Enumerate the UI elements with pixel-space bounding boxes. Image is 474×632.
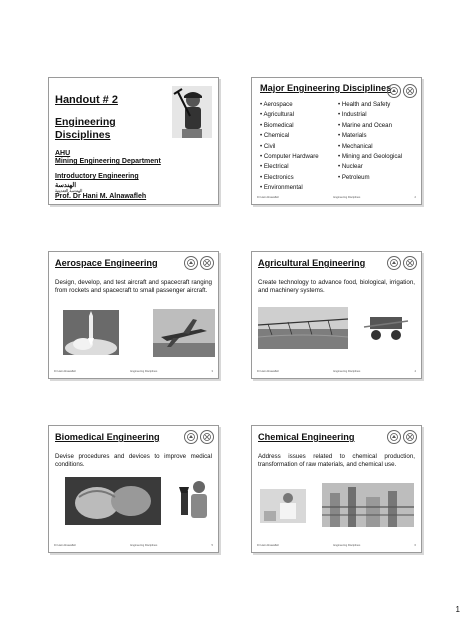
list-item: • Nuclear — [338, 163, 363, 171]
disciplines-list-right — [338, 100, 402, 183]
author-label: Prof. Dr Hani M. Alnawafleh — [55, 193, 147, 200]
list-item: • Electrical — [260, 163, 289, 171]
slide-footer — [257, 370, 416, 373]
slide-description: Address issues related to chemical production, transformation of raw materials, and chemical use. — [258, 453, 415, 468]
lab-scientist-image — [260, 489, 306, 523]
org-label: AHU — [55, 150, 71, 157]
department-seal-icon — [403, 256, 417, 270]
footer-author: Dr Hani Alnawafleh — [54, 370, 77, 373]
department-seal-icon — [403, 84, 417, 98]
list-item: • Agricultural — [260, 111, 294, 119]
footer-title: Engineering Disciplines — [130, 544, 158, 547]
list-item: • Health and Safety — [338, 101, 391, 108]
list-item: • Mining and Geological — [338, 153, 403, 161]
chemical-plant-image — [322, 483, 414, 527]
slide-footer — [257, 544, 416, 547]
list-item: • Materials — [338, 132, 367, 140]
slide-footer — [257, 196, 416, 199]
department-seal-icon — [200, 256, 214, 270]
slide-description: Devise procedures and devices to improve medical conditions. — [55, 453, 212, 468]
arabic-sub-label: الهندسة التعدينية — [55, 188, 83, 193]
list-item: • Chemical — [260, 132, 290, 140]
footer-number: 5 — [211, 544, 213, 547]
footer-title: Engineering Disciplines — [333, 196, 361, 199]
footer-author: Dr Hani Alnawafleh — [257, 370, 280, 373]
list-item: • Biomedical — [260, 121, 294, 129]
university-seal-icon — [387, 84, 401, 98]
list-item: • Aerospace — [260, 101, 293, 108]
list-item: • Civil — [260, 142, 276, 150]
list-item: • Petroleum — [338, 173, 370, 181]
slide-aerospace — [48, 251, 219, 379]
slide-footer — [54, 544, 213, 547]
list-item: • Environmental — [260, 184, 303, 192]
footer-author: Dr Hani Alnawafleh — [54, 544, 77, 547]
aircraft-image — [153, 309, 215, 357]
list-item: • Electronics — [260, 173, 294, 181]
university-seal-icon — [184, 430, 198, 444]
course-label: Introductory Engineering — [55, 173, 139, 180]
department-seal-icon — [200, 430, 214, 444]
footer-title: Engineering Disciplines — [130, 370, 158, 373]
title-line-1: Engineering — [55, 116, 116, 128]
slide-title: Chemical Engineering — [258, 432, 355, 442]
page-number: 1 — [455, 605, 460, 614]
disciplines-list-left — [260, 100, 319, 194]
footer-number: 2 — [414, 196, 416, 199]
footer-number: 6 — [414, 544, 416, 547]
prosthetic-hand-image — [65, 477, 161, 525]
slide-title: Agricultural Engineering — [258, 258, 366, 268]
list-item: • Marine and Ocean — [338, 121, 392, 129]
slide-title: Major Engineering Disciplines — [260, 83, 392, 93]
bionic-arm-person-image — [177, 477, 213, 529]
slide-chemical — [251, 425, 422, 553]
slide-biomedical — [48, 425, 219, 553]
footer-number: 4 — [414, 370, 416, 373]
department-seal-icon — [403, 430, 417, 444]
arabic-label: الهندسة — [55, 182, 77, 189]
slide-agricultural — [251, 251, 422, 379]
slide-description: Create technology to advance food, biological, irrigation, and machinery systems. — [258, 279, 415, 294]
slide-title: Biomedical Engineering — [55, 432, 160, 442]
rocket-launch-image — [63, 310, 119, 355]
slide-footer — [54, 370, 213, 373]
university-seal-icon — [184, 256, 198, 270]
title-line-2: Disciplines — [55, 129, 111, 141]
footer-author: Dr Hani Alnawafleh — [257, 544, 280, 547]
footer-title: Engineering Disciplines — [333, 544, 361, 547]
agricultural-machine-image — [360, 307, 412, 349]
footer-title: Engineering Disciplines — [333, 370, 361, 373]
department-label: Mining Engineering Department — [55, 158, 161, 165]
footer-number: 3 — [211, 370, 213, 373]
list-item: • Industrial — [338, 111, 367, 119]
slide-title — [48, 77, 219, 205]
irrigation-field-image — [258, 307, 348, 349]
slide-title: Aerospace Engineering — [55, 258, 158, 268]
slide-description: Design, develop, and test aircraft and spacecraft ranging from rockets and spacecraft to small passenger aircraft. — [55, 279, 212, 294]
handout-label: Handout # 2 — [55, 94, 118, 106]
university-seal-icon — [387, 256, 401, 270]
slide-major-disciplines — [251, 77, 422, 205]
footer-author: Dr Hani Alnawafleh — [257, 196, 280, 199]
university-seal-icon — [387, 430, 401, 444]
list-item: • Computer Hardware — [260, 153, 319, 161]
miner-image — [172, 86, 212, 138]
list-item: • Mechanical — [338, 142, 373, 150]
